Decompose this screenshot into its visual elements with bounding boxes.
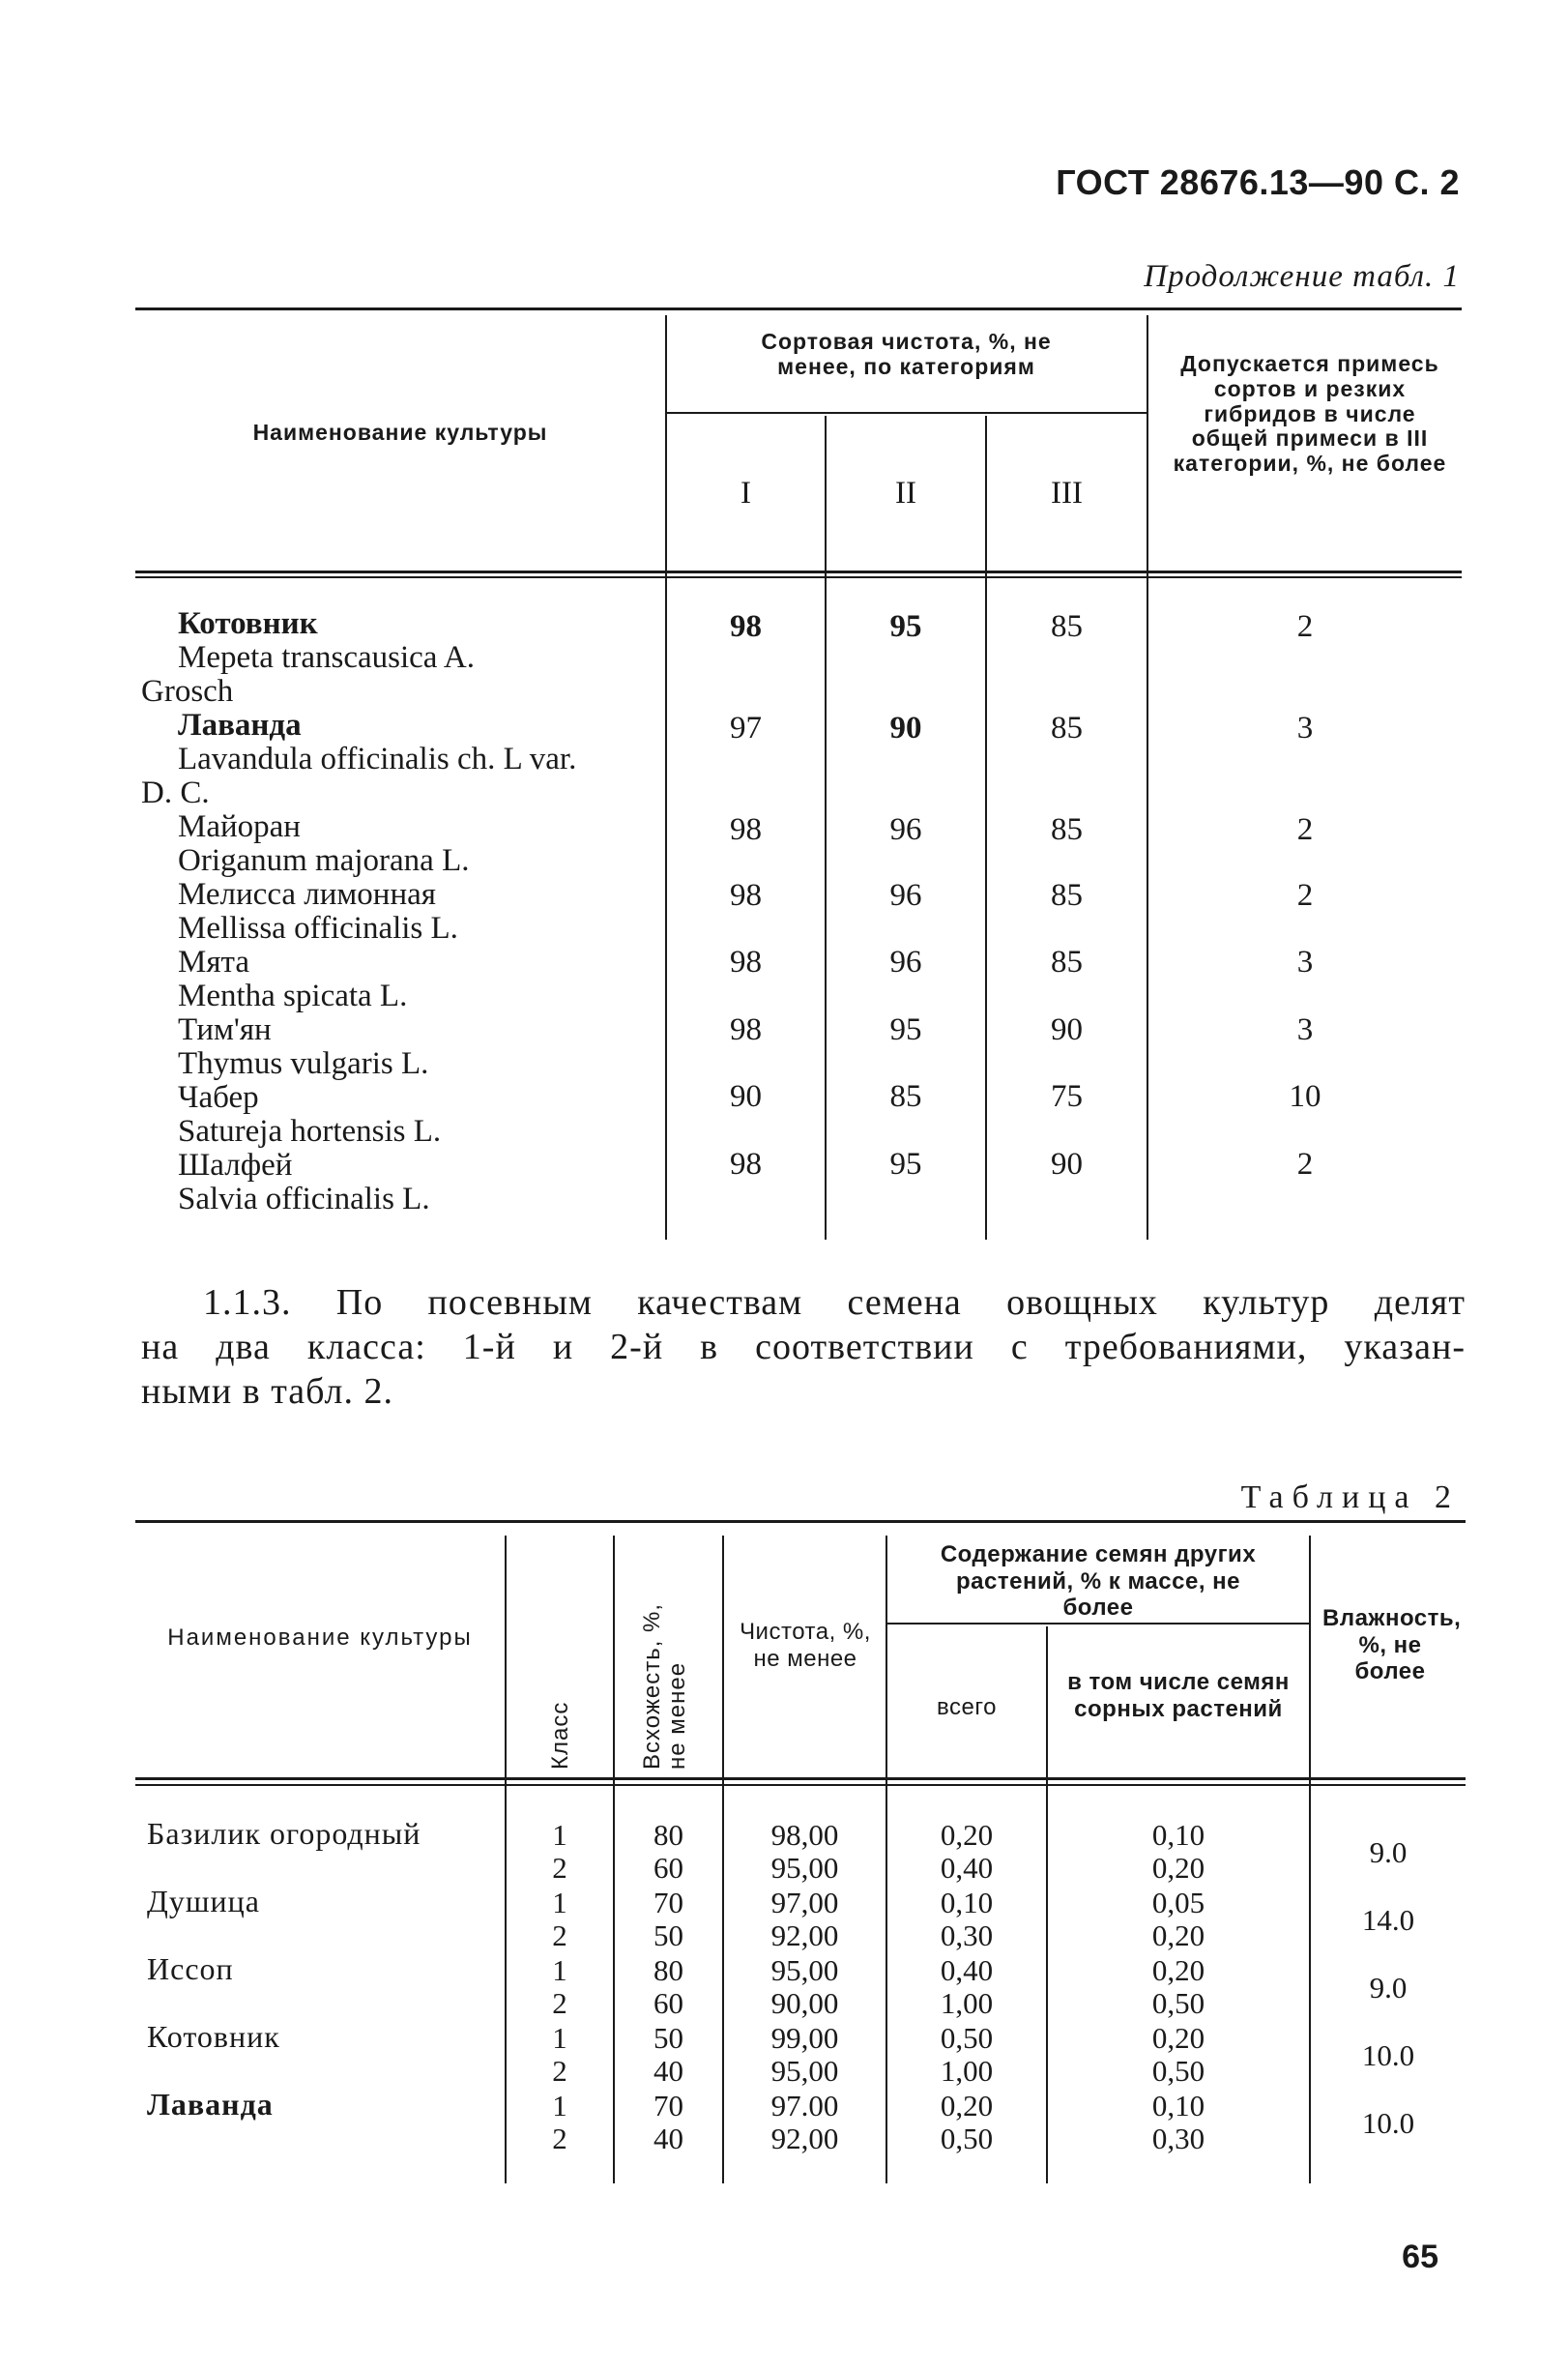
class-value: 2: [552, 1918, 567, 1952]
weed-seeds-value: 0,50: [1151, 2054, 1205, 2088]
weed-seeds-value: 0,20: [1151, 1851, 1205, 1885]
purity-cat-1: 98: [730, 1147, 762, 1182]
weed-seeds-value: 0,10: [1151, 1818, 1205, 1852]
admixture-value: 3: [1296, 945, 1314, 980]
crop-name: Душица: [147, 1884, 260, 1918]
crop-latin-name: Salvia officinalis L.: [178, 1182, 430, 1216]
germination-value: 80: [653, 1818, 683, 1852]
other-seeds-total: 0,40: [940, 1953, 994, 1987]
purity-cat-2: 95: [889, 609, 922, 644]
column-header-weed-seeds: в том числе семян сорных растений: [1067, 1669, 1290, 1722]
weed-seeds-value: 0,20: [1151, 1918, 1205, 1952]
class-value: 1: [552, 1818, 567, 1852]
crop-latin-name: Mepeta transcausica A.: [178, 640, 475, 675]
other-seeds-total: 0,50: [940, 2122, 994, 2155]
admixture-value: 2: [1296, 878, 1314, 913]
other-seeds-total: 0,50: [940, 2021, 994, 2055]
column-header-varietal-purity: Сортовая чистота, %, не менее, по категориям: [761, 329, 1052, 380]
moisture-value: 9.0: [1369, 1835, 1408, 1869]
purity-value: 95,00: [770, 2054, 839, 2088]
germination-value: 70: [653, 1886, 683, 1919]
column-header-germination: Всхожесть, %, не менее: [639, 1602, 691, 1770]
document-code: ГОСТ 28676.13—90 С. 2: [1056, 162, 1460, 202]
crop-latin-name: Thymus vulgaris L.: [178, 1046, 429, 1081]
purity-cat-2: 95: [889, 1012, 922, 1047]
crop-name: Котовник: [178, 606, 318, 641]
column-header-crop-name: Наименование культуры: [252, 420, 548, 445]
germination-value: 60: [653, 1986, 683, 2020]
purity-value: 92,00: [770, 2122, 839, 2155]
purity-value: 90,00: [770, 1986, 839, 2020]
moisture-value: 9.0: [1369, 1971, 1408, 2005]
crop-name: Мята: [178, 945, 249, 980]
purity-cat-1: 98: [730, 1012, 762, 1047]
other-seeds-total: 0,20: [940, 1818, 994, 1852]
column-header-admixture: Допускается примесь сортов и резких гибридов в числе общей примеси в III категории, %, не более: [1173, 351, 1447, 476]
column-header-category-1: I: [740, 476, 751, 511]
paragraph-line: ными в табл. 2.: [141, 1371, 393, 1412]
class-value: 2: [552, 1986, 567, 2020]
weed-seeds-value: 0,30: [1151, 2122, 1205, 2155]
other-seeds-total: 0,20: [940, 2089, 994, 2122]
crop-latin-name-cont: Grosch: [141, 674, 234, 709]
class-value: 2: [552, 2054, 567, 2088]
column-header-class: Класс: [547, 1701, 573, 1770]
purity-cat-2: 96: [889, 812, 922, 847]
crop-name: Шалфей: [178, 1148, 293, 1183]
purity-cat-1: 98: [730, 878, 762, 913]
crop-latin-name: Mentha spicata L.: [178, 979, 408, 1013]
germination-value: 40: [653, 2122, 683, 2155]
admixture-value: 3: [1296, 1012, 1314, 1047]
crop-name: Чабер: [178, 1080, 259, 1115]
crop-name: Лаванда: [147, 2087, 274, 2122]
crop-latin-name: Satureja hortensis L.: [178, 1114, 442, 1149]
purity-cat-3: 90: [1051, 1012, 1083, 1047]
germination-value: 60: [653, 1851, 683, 1885]
class-value: 1: [552, 1953, 567, 1987]
weed-seeds-value: 0,20: [1151, 2021, 1205, 2055]
purity-cat-2: 96: [889, 945, 922, 980]
column-header-crop-name: Наименование культуры: [167, 1625, 473, 1651]
table-continuation-caption: Продолжение табл. 1: [1144, 259, 1460, 294]
class-value: 1: [552, 2021, 567, 2055]
paragraph-line: на два класса: 1-й и 2-й в соответствии с требованиями, указан-: [141, 1327, 1466, 1367]
crop-latin-name: Mellissa officinalis L.: [178, 911, 458, 946]
column-header-category-3: III: [1051, 476, 1083, 511]
crop-name: Иссоп: [147, 1951, 234, 1986]
purity-cat-2: 85: [889, 1079, 922, 1114]
admixture-value: 2: [1296, 812, 1314, 847]
class-value: 2: [552, 1851, 567, 1885]
crop-latin-name: Origanum majorana L.: [178, 843, 470, 878]
weed-seeds-value: 0,05: [1151, 1886, 1205, 1919]
weed-seeds-value: 0,20: [1151, 1953, 1205, 1987]
other-seeds-total: 0,40: [940, 1851, 994, 1885]
crop-name: Лаванда: [178, 708, 302, 743]
class-value: 1: [552, 1886, 567, 1919]
column-header-purity: Чистота, %, не менее: [740, 1619, 871, 1672]
crop-name: Майоран: [178, 809, 301, 844]
column-header-total: всего: [937, 1694, 997, 1720]
table-2-title: Таблица 2: [1240, 1479, 1460, 1515]
crop-latin-name: Lavandula officinalis ch. L var.: [178, 742, 577, 776]
purity-value: 97,00: [770, 1886, 839, 1919]
germination-value: 50: [653, 1918, 683, 1952]
purity-cat-1: 98: [730, 945, 762, 980]
column-header-moisture: Влажность, %, не более: [1322, 1605, 1462, 1685]
purity-cat-1: 98: [730, 812, 762, 847]
germination-value: 70: [653, 2089, 683, 2122]
crop-name: Котовник: [147, 2019, 280, 2054]
purity-value: 97.00: [770, 2089, 839, 2122]
paragraph-line: 1.1.3. По посевным качествам семена овощных культур делят: [203, 1282, 1466, 1323]
column-header-other-seeds: Содержание семян других растений, % к массе, не более: [940, 1541, 1257, 1622]
purity-value: 98,00: [770, 1818, 839, 1852]
purity-cat-2: 90: [889, 711, 922, 746]
weed-seeds-value: 0,50: [1151, 1986, 1205, 2020]
class-value: 2: [552, 2122, 567, 2155]
other-seeds-total: 1,00: [940, 2054, 994, 2088]
purity-value: 92,00: [770, 1918, 839, 1952]
purity-cat-3: 85: [1051, 945, 1083, 980]
germination-value: 80: [653, 1953, 683, 1987]
weed-seeds-value: 0,10: [1151, 2089, 1205, 2122]
purity-cat-1: 97: [730, 711, 762, 746]
germination-value: 40: [653, 2054, 683, 2088]
admixture-value: 10: [1289, 1079, 1321, 1114]
other-seeds-total: 0,10: [940, 1886, 994, 1919]
admixture-value: 2: [1296, 1147, 1314, 1182]
other-seeds-total: 1,00: [940, 1986, 994, 2020]
purity-cat-2: 96: [889, 878, 922, 913]
purity-cat-3: 90: [1051, 1147, 1083, 1182]
column-header-category-2: II: [895, 476, 916, 511]
purity-cat-2: 95: [889, 1147, 922, 1182]
purity-cat-3: 85: [1051, 812, 1083, 847]
crop-name: Базилик огородный: [147, 1816, 421, 1851]
other-seeds-total: 0,30: [940, 1918, 994, 1952]
purity-cat-3: 85: [1051, 609, 1083, 644]
purity-value: 95,00: [770, 1851, 839, 1885]
purity-value: 95,00: [770, 1953, 839, 1987]
purity-cat-3: 75: [1051, 1079, 1083, 1114]
crop-name: Тим'ян: [178, 1012, 272, 1047]
admixture-value: 3: [1296, 711, 1314, 746]
germination-value: 50: [653, 2021, 683, 2055]
paragraph-1-1-3: [141, 1280, 1466, 1414]
moisture-value: 14.0: [1361, 1903, 1415, 1937]
crop-latin-name-cont: D. C.: [141, 776, 210, 810]
crop-name: Мелисса лимонная: [178, 877, 436, 912]
purity-cat-1: 90: [730, 1079, 762, 1114]
class-value: 1: [552, 2089, 567, 2122]
purity-value: 99,00: [770, 2021, 839, 2055]
purity-cat-3: 85: [1051, 878, 1083, 913]
moisture-value: 10.0: [1361, 2106, 1415, 2140]
purity-cat-3: 85: [1051, 711, 1083, 746]
purity-cat-1: 98: [730, 609, 762, 644]
page-number: 65: [1402, 2239, 1438, 2275]
moisture-value: 10.0: [1361, 2038, 1415, 2072]
admixture-value: 2: [1296, 609, 1314, 644]
